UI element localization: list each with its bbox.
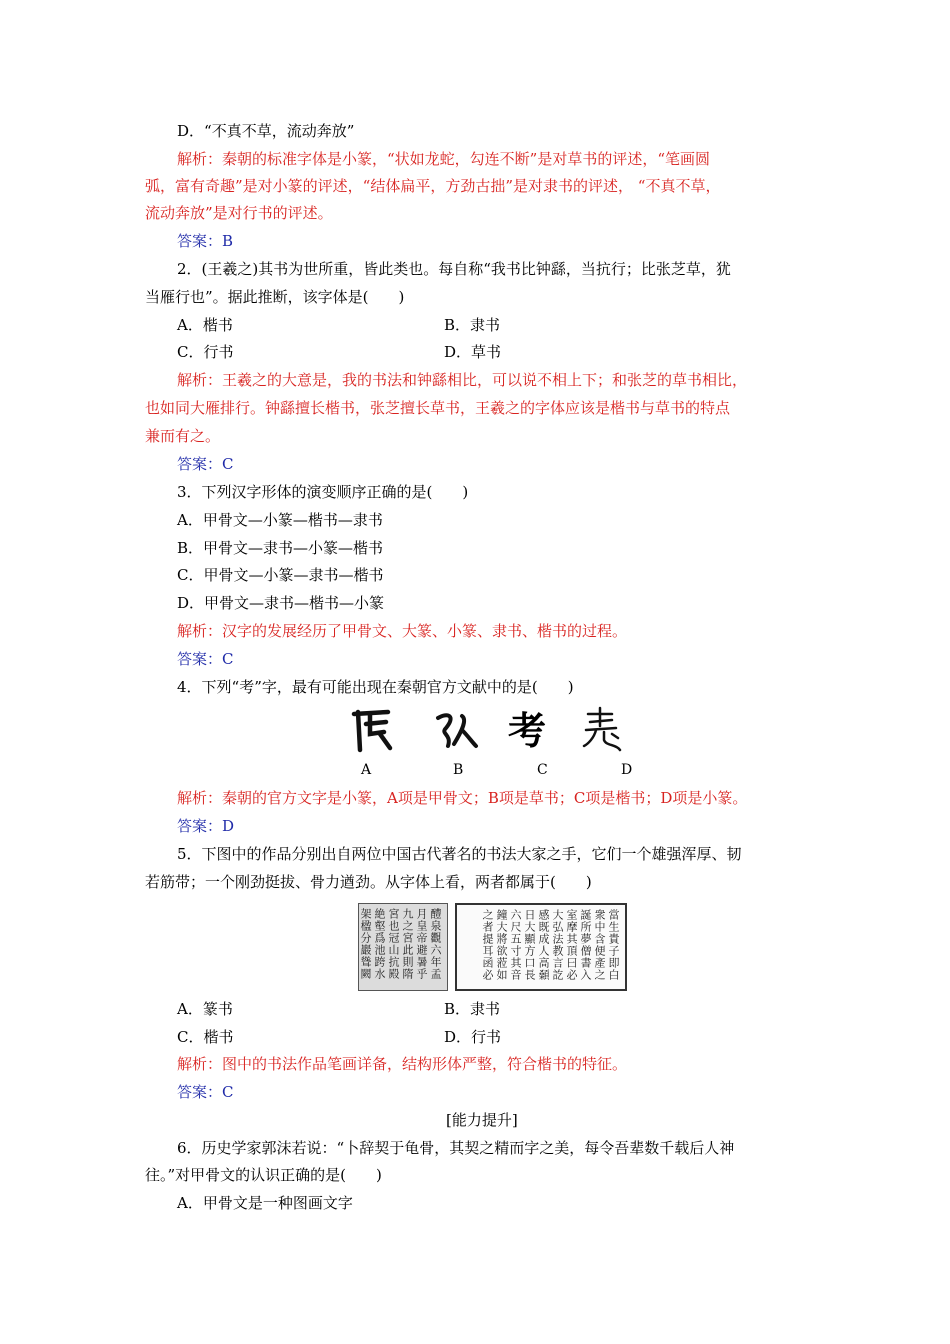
q5-option-c: C．楷书 xyxy=(177,1028,234,1046)
q5-option-d: D．行书 xyxy=(444,1028,502,1046)
q2-option-b: B．隶书 xyxy=(444,316,501,334)
kao-small-seal-glyph xyxy=(584,708,620,750)
q2-analysis-line-1: 解析：王羲之的大意是，我的书法和钟繇相比，可以说不相上下；和张芝的草书相比， xyxy=(177,371,748,389)
q5-option-a: A．篆书 xyxy=(177,1000,233,1018)
q5-stem-line-1: 5．下图中的作品分别出自两位中国古代著名的书法大家之手，它们一个雄强浑厚、韧 xyxy=(177,845,742,863)
q2-answer: 答案：C xyxy=(177,455,234,473)
q6-stem-line-2: 往。”对甲骨文的认识正确的是( ) xyxy=(145,1166,382,1184)
q4-analysis: 解析：秦朝的官方文字是小篆，A项是甲骨文；B项是草书；C项是楷书；D项是小篆。 xyxy=(177,789,748,807)
kao-regular-glyph: 考 xyxy=(508,708,547,753)
q2-stem-line-1: 2．(王羲之)其书为世所重，皆此类也。每自称“我书比钟繇，当抗行；比张芝草，犹 xyxy=(177,260,731,278)
kao-variants-svg xyxy=(340,704,640,754)
q3-option-c: C．甲骨文—小篆—隶书—楷书 xyxy=(177,566,384,584)
q2-option-d: D．草书 xyxy=(444,343,502,361)
kao-cursive-glyph xyxy=(438,715,476,746)
q5-stem-line-2: 若筋带；一个刚劲挺拔、骨力遒劲。从字体上看，两者都属于( ) xyxy=(145,873,592,891)
q3-analysis: 解析：汉字的发展经历了甲骨文、大篆、小篆、隶书、楷书的过程。 xyxy=(177,622,628,640)
q3-answer: 答案：C xyxy=(177,650,234,668)
q3-option-b: B．甲骨文—隶书—小篆—楷书 xyxy=(177,539,384,557)
q6-option-a: A．甲骨文是一种图画文字 xyxy=(177,1194,353,1212)
q2-stem-line-2: 当雁行也”。据此推断，该字体是( ) xyxy=(145,288,405,306)
q4-answer: 答案：D xyxy=(177,817,235,835)
q1-analysis-line-1: 解析：秦朝的标准字体是小篆，“状如龙蛇，勾连不断”是对草书的评述，“笔画圆 xyxy=(177,150,711,168)
q3-option-a: A．甲骨文—小篆—楷书—隶书 xyxy=(177,511,383,529)
q1-option-d: D．“不真不草，流动奔放” xyxy=(177,122,355,140)
q4-stem: 4．下列“考”字，最有可能出现在秦朝官方文献中的是( ) xyxy=(177,678,574,696)
q6-stem-line-1: 6．历史学家郭沫若说：“卜辞契于龟骨，其契之精而字之美，每令吾辈数千载后人神 xyxy=(177,1139,735,1157)
kao-label-a: A xyxy=(361,762,372,778)
kao-label-d: D xyxy=(621,762,633,778)
q2-option-c: C．行书 xyxy=(177,343,234,361)
calligraphy-rubbing-image-right: 當生貴子即白 衆中含便產之 誕所夢僧書入 室摩其頂曰必 大弘法教言訖 感既成人高顙 日大顯方口長 六尺五寸其音 鐘大將欲蒞如 之者提耳函必 xyxy=(455,903,627,991)
kao-label-b: B xyxy=(453,762,464,778)
q5-option-b: B．隶书 xyxy=(444,1000,501,1018)
q2-analysis-line-3: 兼而有之。 xyxy=(145,427,221,445)
section-heading: [能力提升] xyxy=(446,1111,518,1129)
q2-option-a: A．楷书 xyxy=(177,316,233,334)
q1-analysis-line-3: 流动奔放”是对行书的评述。 xyxy=(145,204,333,222)
kao-character-variants xyxy=(340,704,640,754)
q5-answer: 答案：C xyxy=(177,1083,234,1101)
calligraphy-rubbing-image-left: 醴泉觀六年孟 月皇帝避暑乎 九之宮此則隋 宮也冠山抗殿 絶壑爲池跨水 架楹分巖聳闕 xyxy=(358,903,448,991)
q2-analysis-line-2: 也如同大雁排行。钟繇擅长楷书，张芝擅长草书，王羲之的字体应该是楷书与草书的特点 xyxy=(145,399,731,417)
q1-answer: 答案：B xyxy=(177,232,234,250)
q3-stem: 3．下列汉字形体的演变顺序正确的是( ) xyxy=(177,483,469,501)
q1-analysis-line-2: 弧，富有奇趣”是对小篆的评述，“结体扁平，方劲古拙”是对隶书的评述， “不真不草， xyxy=(145,177,721,195)
q5-analysis: 解析：图中的书法作品笔画详备，结构形体严整，符合楷书的特征。 xyxy=(177,1055,628,1073)
kao-oracle-bone-glyph xyxy=(354,712,390,750)
q3-option-d: D．甲骨文—隶书—楷书—小篆 xyxy=(177,594,385,612)
kao-label-c: C xyxy=(537,762,548,778)
